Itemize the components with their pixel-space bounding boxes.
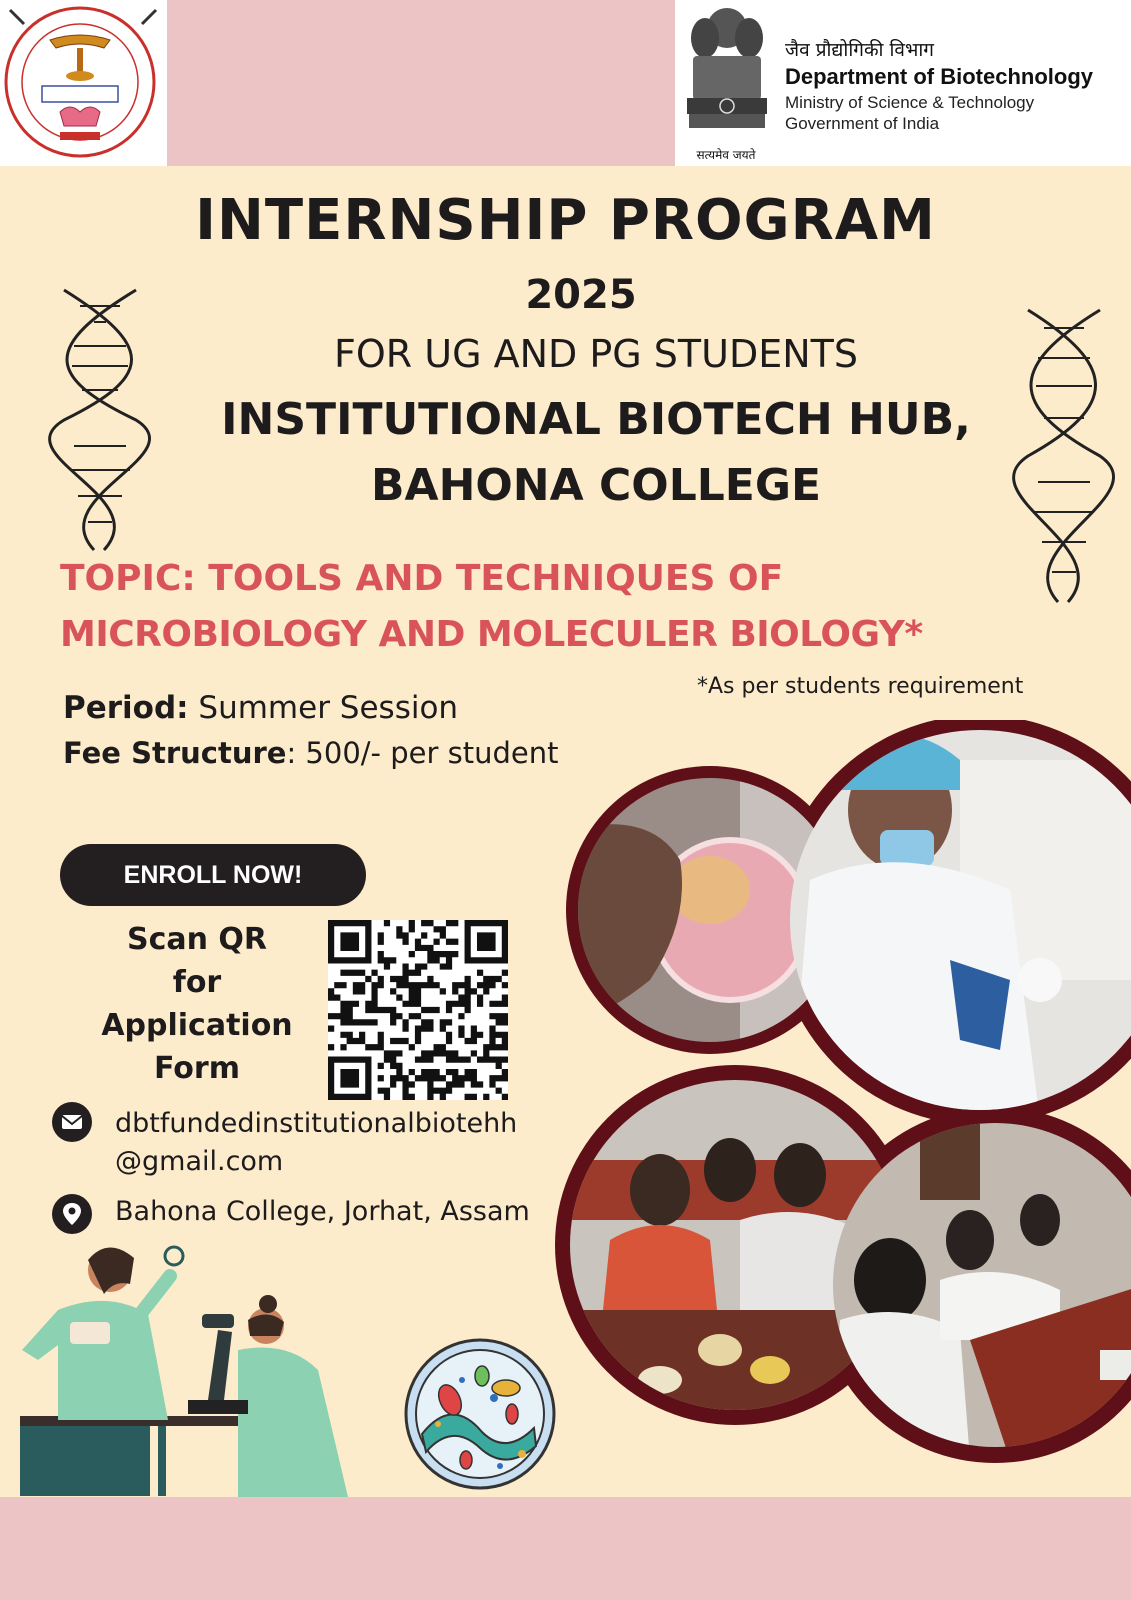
application-qr-code[interactable] — [328, 920, 508, 1100]
topic-footnote: *As per students requirement — [697, 674, 1024, 699]
address: Bahona College, Jorhat, Assam — [115, 1196, 530, 1227]
program-year: 2025 — [525, 272, 637, 318]
fee-row — [63, 736, 558, 770]
email-icon — [52, 1102, 92, 1142]
location-pin-icon — [52, 1194, 92, 1234]
scan-line-4: Form — [154, 1051, 240, 1086]
scan-qr-label — [92, 918, 302, 1090]
dbt-header — [675, 0, 1131, 166]
hub-name: INSTITUTIONAL BIOTECH HUB, — [221, 394, 971, 445]
program-audience: FOR UG AND PG STUDENTS — [334, 332, 858, 376]
college-name: BAHONA COLLEGE — [370, 460, 821, 511]
bottom-band — [0, 1497, 1131, 1600]
dbt-ministry: Ministry of Science & Technology — [785, 93, 1035, 112]
topic-line-1: TOPIC: TOOLS AND TECHNIQUES OF — [60, 558, 784, 599]
bacteria-petri-dish-icon — [402, 1336, 558, 1492]
college-logo — [0, 0, 167, 166]
email-address-line-2[interactable]: @gmail.com — [115, 1146, 284, 1177]
fee-label: Fee Structure — [63, 736, 287, 770]
topic-line-2: MICROBIOLOGY AND MOLECULER BIOLOGY* — [60, 614, 923, 655]
period-value: Summer Session — [188, 690, 459, 726]
bahona-college-emblem-icon — [0, 0, 167, 166]
program-title: INTERNSHIP PROGRAM — [195, 188, 936, 253]
emblem-motto: सत्यमेव जयते — [696, 148, 756, 162]
fee-value: : 500/- per student — [286, 736, 559, 770]
dbt-name: Department of Biotechnology — [785, 64, 1094, 89]
scientists-illustration — [18, 1240, 378, 1497]
period-row — [63, 690, 458, 726]
dbt-hindi-name: जैव प्रौद्योगिकी विभाग — [785, 39, 934, 61]
dbt-government: Government of India — [785, 114, 940, 133]
enroll-now-button[interactable]: ENROLL NOW! — [60, 844, 366, 906]
national-emblem-icon — [679, 2, 775, 146]
lab-photo-collage — [540, 720, 1131, 1510]
period-label: Period: — [63, 690, 189, 726]
qr-code-icon — [328, 920, 508, 1100]
scan-line-2: for — [172, 965, 222, 1000]
scan-line-1: Scan QR — [126, 922, 268, 957]
scan-line-3: Application — [101, 1008, 293, 1043]
email-address-line-1[interactable]: dbtfundedinstitutionalbiotehh — [115, 1108, 518, 1139]
